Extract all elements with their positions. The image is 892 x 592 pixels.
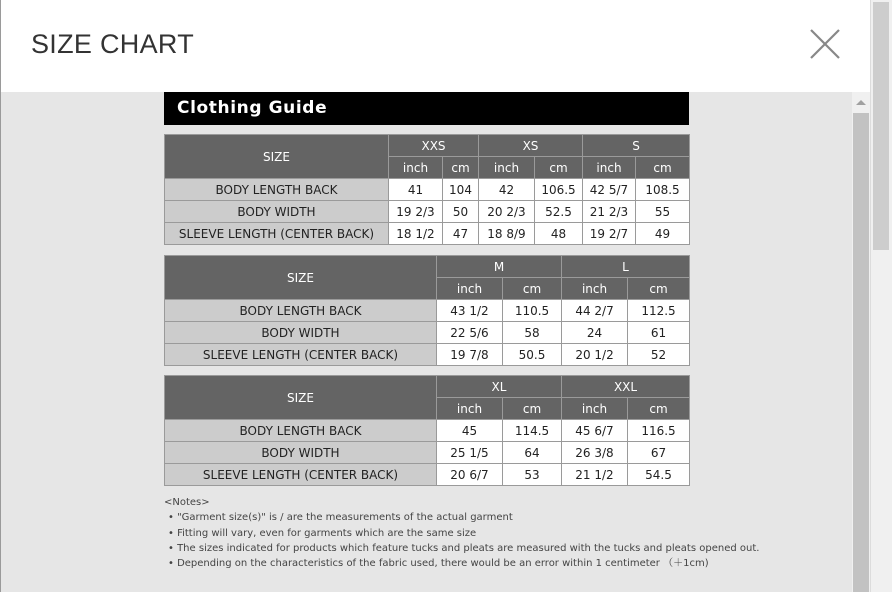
size-header: SIZE bbox=[165, 135, 389, 179]
unit-cm: cm bbox=[628, 278, 690, 300]
cell-value: 44 2/7 bbox=[562, 300, 628, 322]
cell-value: 42 5/7 bbox=[583, 179, 636, 201]
page-title: SIZE CHART bbox=[31, 29, 195, 59]
cell-value: 19 2/7 bbox=[583, 223, 636, 245]
cell-value: 64 bbox=[503, 442, 562, 464]
unit-cm: cm bbox=[443, 157, 479, 179]
table-row bbox=[165, 300, 690, 322]
size-xs-header: XS bbox=[479, 135, 583, 157]
cell-value: 19 2/3 bbox=[389, 201, 443, 223]
cell-value: 55 bbox=[636, 201, 690, 223]
cell-value: 19 7/8 bbox=[437, 344, 503, 366]
cell-value: 106.5 bbox=[535, 179, 583, 201]
size-table-xl-xxl bbox=[164, 375, 690, 486]
cell-value: 50 bbox=[443, 201, 479, 223]
cell-value: 43 1/2 bbox=[437, 300, 503, 322]
cell-value: 47 bbox=[443, 223, 479, 245]
clothing-guide-banner: Clothing Guide bbox=[164, 92, 689, 125]
content-scrollbar-thumb[interactable] bbox=[853, 113, 869, 592]
table-row bbox=[165, 420, 690, 442]
cell-value: 18 8/9 bbox=[479, 223, 535, 245]
cell-value: 108.5 bbox=[636, 179, 690, 201]
size-header: SIZE bbox=[165, 256, 437, 300]
unit-inch: inch bbox=[562, 398, 628, 420]
note-item: • Fitting will vary, even for garments which are the same size bbox=[168, 527, 477, 539]
dialog-header bbox=[0, 0, 870, 92]
note-item: • The sizes indicated for products which feature tucks and pleats are measured with the tucks and pleats opened out. bbox=[168, 542, 760, 554]
unit-cm: cm bbox=[503, 398, 562, 420]
unit-inch: inch bbox=[583, 157, 636, 179]
size-m-header: M bbox=[437, 256, 562, 278]
table-row bbox=[165, 322, 690, 344]
table-row bbox=[165, 464, 690, 486]
notes-list bbox=[164, 510, 759, 571]
cell-value: 48 bbox=[535, 223, 583, 245]
cell-value: 20 1/2 bbox=[562, 344, 628, 366]
size-s-header: S bbox=[583, 135, 690, 157]
row-label: SLEEVE LENGTH (CENTER BACK) bbox=[165, 344, 437, 366]
unit-inch: inch bbox=[437, 278, 503, 300]
cell-value: 53 bbox=[503, 464, 562, 486]
cell-value: 25 1/5 bbox=[437, 442, 503, 464]
row-label: BODY WIDTH bbox=[165, 201, 389, 223]
cell-value: 21 1/2 bbox=[562, 464, 628, 486]
table-row bbox=[165, 179, 690, 201]
unit-inch: inch bbox=[562, 278, 628, 300]
note-item: • "Garment size(s)" is / are the measurements of the actual garment bbox=[168, 512, 513, 524]
row-label: BODY LENGTH BACK bbox=[165, 420, 437, 442]
unit-cm: cm bbox=[503, 278, 562, 300]
size-xxs-header: XXS bbox=[389, 135, 479, 157]
cell-value: 110.5 bbox=[503, 300, 562, 322]
outer-scrollbar-thumb[interactable] bbox=[873, 2, 889, 250]
row-label: BODY WIDTH bbox=[165, 322, 437, 344]
row-label: BODY WIDTH bbox=[165, 442, 437, 464]
cell-value: 21 2/3 bbox=[583, 201, 636, 223]
cell-value: 22 5/6 bbox=[437, 322, 503, 344]
cell-value: 49 bbox=[636, 223, 690, 245]
cell-value: 45 bbox=[437, 420, 503, 442]
row-label: BODY LENGTH BACK bbox=[165, 179, 389, 201]
cell-value: 116.5 bbox=[628, 420, 690, 442]
table-row bbox=[165, 201, 690, 223]
cell-value: 52 bbox=[628, 344, 690, 366]
unit-inch: inch bbox=[479, 157, 535, 179]
unit-inch: inch bbox=[389, 157, 443, 179]
cell-value: 26 3/8 bbox=[562, 442, 628, 464]
chevron-up-icon bbox=[852, 92, 870, 112]
size-l-header: L bbox=[562, 256, 690, 278]
close-icon bbox=[807, 26, 843, 62]
cell-value: 104 bbox=[443, 179, 479, 201]
cell-value: 114.5 bbox=[503, 420, 562, 442]
size-table-xxs-s bbox=[164, 134, 690, 245]
size-xl-header: XL bbox=[437, 376, 562, 398]
unit-inch: inch bbox=[437, 398, 503, 420]
size-header: SIZE bbox=[165, 376, 437, 420]
cell-value: 61 bbox=[628, 322, 690, 344]
size-table-m-l bbox=[164, 255, 690, 366]
cell-value: 42 bbox=[479, 179, 535, 201]
row-label: SLEEVE LENGTH (CENTER BACK) bbox=[165, 464, 437, 486]
cell-value: 54.5 bbox=[628, 464, 690, 486]
notes-title: <Notes> bbox=[164, 497, 210, 508]
note-item: • Depending on the characteristics of the fabric used, there would be an error within 1 centimeter （＋1cm) bbox=[168, 558, 709, 570]
cell-value: 18 1/2 bbox=[389, 223, 443, 245]
cell-value: 112.5 bbox=[628, 300, 690, 322]
cell-value: 20 2/3 bbox=[479, 201, 535, 223]
cell-value: 45 6/7 bbox=[562, 420, 628, 442]
size-chart-content bbox=[0, 92, 852, 592]
row-label: BODY LENGTH BACK bbox=[165, 300, 437, 322]
notes-section bbox=[164, 495, 759, 571]
cell-value: 41 bbox=[389, 179, 443, 201]
table-row bbox=[165, 223, 690, 245]
unit-cm: cm bbox=[636, 157, 690, 179]
unit-cm: cm bbox=[535, 157, 583, 179]
cell-value: 50.5 bbox=[503, 344, 562, 366]
size-xxl-header: XXL bbox=[562, 376, 690, 398]
cell-value: 20 6/7 bbox=[437, 464, 503, 486]
cell-value: 67 bbox=[628, 442, 690, 464]
cell-value: 24 bbox=[562, 322, 628, 344]
unit-cm: cm bbox=[628, 398, 690, 420]
scroll-up-button[interactable] bbox=[852, 92, 870, 112]
close-button[interactable] bbox=[807, 26, 843, 62]
table-row bbox=[165, 442, 690, 464]
table-row bbox=[165, 344, 690, 366]
cell-value: 58 bbox=[503, 322, 562, 344]
row-label: SLEEVE LENGTH (CENTER BACK) bbox=[165, 223, 389, 245]
cell-value: 52.5 bbox=[535, 201, 583, 223]
